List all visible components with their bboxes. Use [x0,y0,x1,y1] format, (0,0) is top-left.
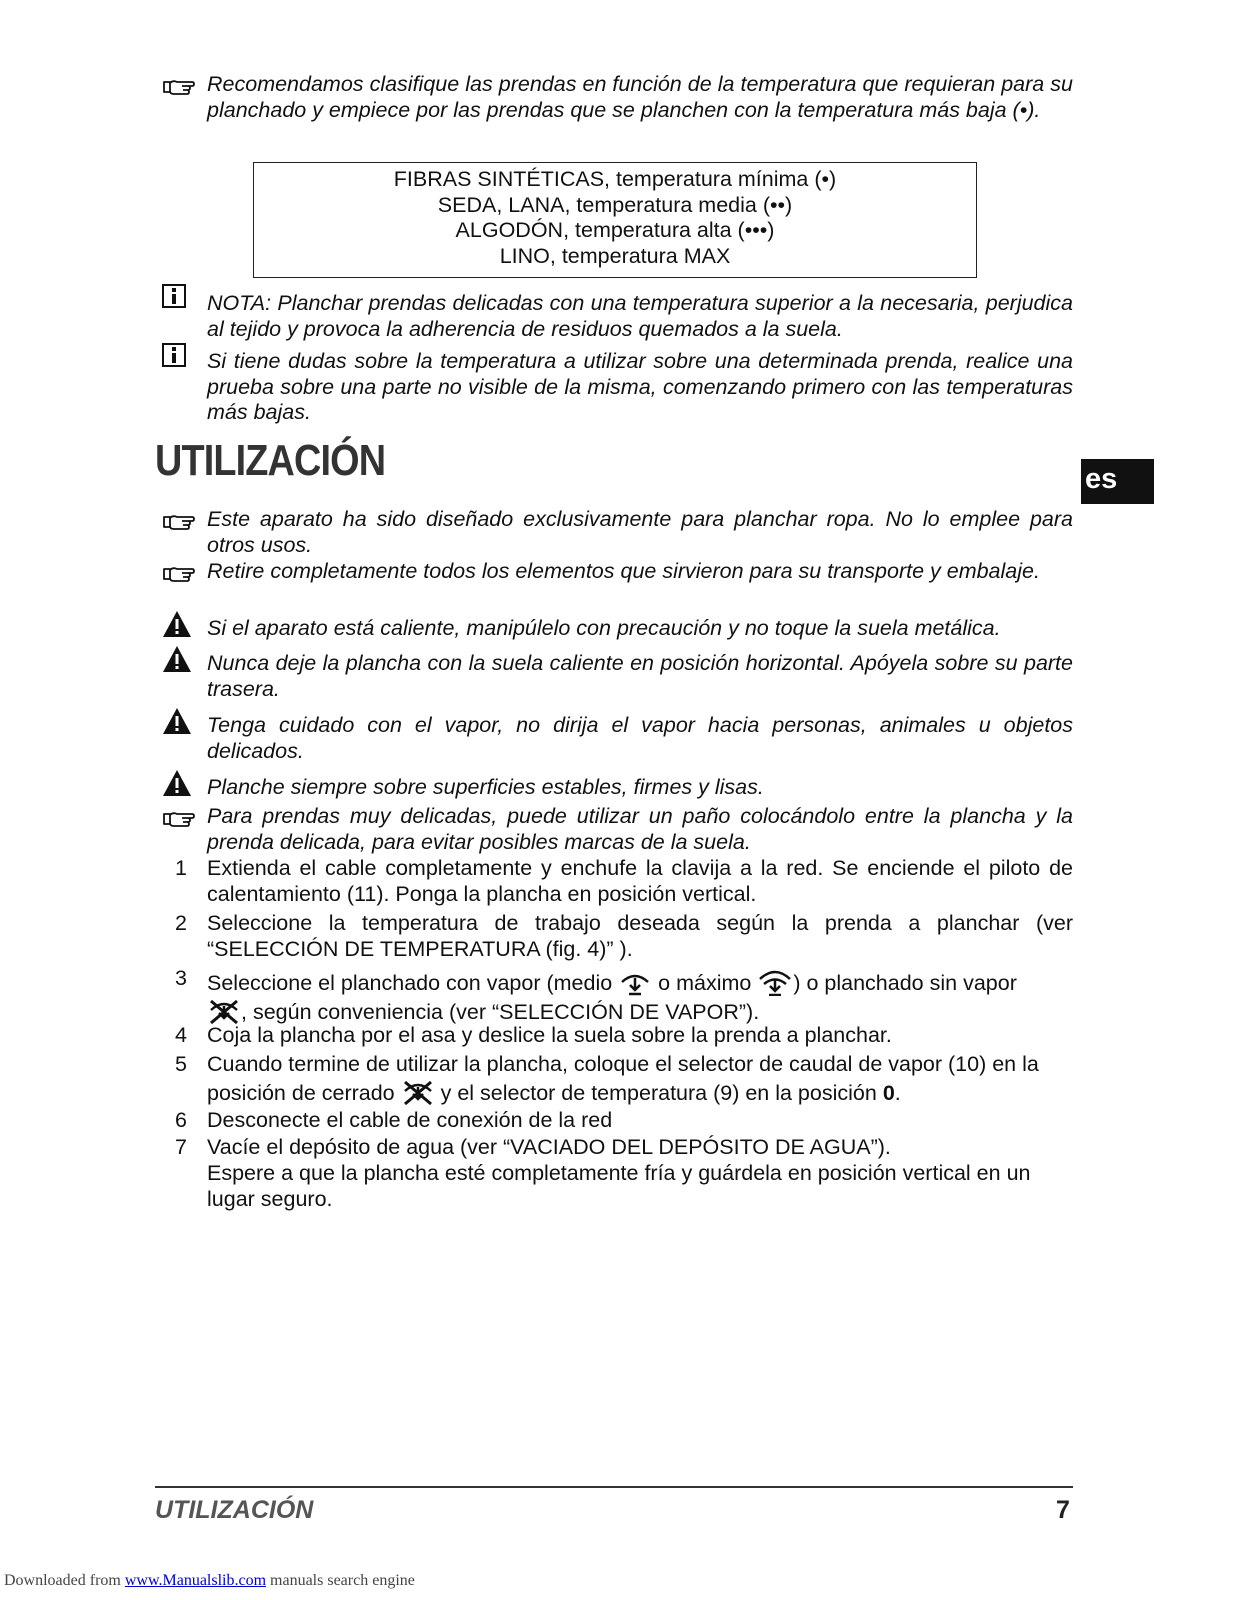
pointing-hand-icon [162,808,196,828]
pointing-hand-icon [162,76,196,96]
bullet-remove-packaging: Retire completamente todos los elementos que sirvieron para su transporte y embalaje. [207,559,1040,583]
warning-stable-surface: Planche siempre sobre superficies estables, firmes y lisas. [207,775,764,799]
warning-horizontal-position: Nunca deje la plancha con la suela caliente en posición horizontal. Apóyela sobre su parte trasera. [207,651,1073,701]
pointing-hand-icon [162,563,196,583]
step-text: Seleccione la temperatura de trabajo deseada según la prenda a planchar (ver “SELECCIÓN DE TEMPERATURA (fig. 4)” ). [207,911,1073,961]
info-icon [162,284,186,308]
footer-title: UTILIZACIÓN [155,1496,314,1524]
temp-row-linen: LINO, temperatura MAX [499,243,731,268]
language-tab: es [1081,459,1154,504]
step-text-part: o máximo [658,971,752,995]
bullet-delicate-cloth: Para prendas muy delicadas, puede utilizar un paño colocándolo entre la plancha y la prenda delicada, para evitar posibles marcas de la suela. [207,804,1073,854]
download-suffix: manuals search engine [266,1572,415,1589]
temp-row-cotton: ALGODÓN, temperatura alta (•••) [455,218,775,242]
step-number: 6 [175,1108,187,1132]
step-text-part: . [894,1080,901,1105]
no-steam-icon [207,997,241,1025]
manualslib-link[interactable]: www.Manualslib.com [124,1572,267,1589]
step-text: Vacíe el depósito de agua (ver “VACIADO DEL DEPÓSITO DE AGUA”). [207,1135,891,1159]
section-heading: UTILIZACIÓN [155,436,386,485]
download-notice [4,1572,415,1590]
warning-steam: Tenga cuidado con el vapor, no dirija el vapor hacia personas, animales u objetos delicados. [207,713,1073,763]
step-text: Desconecte el cable de conexión de la red [207,1108,613,1132]
step-text-part: ) o planchado sin vapor [793,971,1017,995]
step-text-store: Espere a que la plancha esté completamente fría y guárdela en posición vertical en un lugar seguro. [207,1161,1031,1211]
warning-icon [162,769,192,797]
step-number: 3 [175,966,187,990]
step-number: 7 [175,1135,187,1159]
step-text-part: , según conveniencia (ver “SELECCIÓN DE VAPOR”). [241,999,760,1024]
temperature-table [253,162,977,278]
note-paragraph-1: NOTA: Planchar prendas delicadas con una temperatura superior a la necesaria, perjudica al tejido y provoca la adherencia de residuos quemados a la suela. [207,291,1073,341]
warning-icon [162,645,192,673]
footer-divider [155,1486,1073,1488]
step-text-part: y el selector de temperatura (9) en la posición [440,1080,877,1105]
note-paragraph-2: Si tiene dudas sobre la temperatura a utilizar sobre una determinada prenda, realice una prueba sobre una parte no visible de la misma, comenzando primero con las temperaturas más bajas. [207,349,1073,424]
step-text-turn-off [207,1052,1073,1106]
step-number: 4 [175,1023,187,1047]
step-text-steam-selection [207,966,1073,1025]
bullet-exclusive-use: Este aparato ha sido diseñado exclusivamente para planchar ropa. No lo emplee para otros usos. [207,507,1073,557]
pointing-hand-icon [162,511,196,531]
step-number: 2 [175,911,187,935]
recommend-paragraph: Recomendamos clasifique las prendas en función de la temperatura que requieran para su planchado y empiece por las prendas que se planchen con la temperatura más baja (•). [207,72,1073,122]
step-text: Extienda el cable completamente y enchufe la clavija a la red. Se enciende el piloto de calentamiento (11). Ponga la plancha en posición vertical. [207,856,1073,906]
warning-icon [162,610,192,638]
medium-steam-icon [618,970,652,996]
step-text-part: Seleccione el planchado con vapor (medio [207,971,613,995]
warning-hot-appliance: Si el aparato está caliente, manipúlelo con precaución y no toque la suela metálica. [207,616,1001,640]
warning-icon [162,707,192,735]
temp-row-silk-wool: SEDA, LANA, temperatura media (••) [437,192,793,217]
step-text-part: Cuando termine de utilizar la plancha, coloque el selector de caudal de vapor (10) en la posición de cerrado [207,1052,1039,1105]
step-number: 1 [175,856,187,880]
download-prefix: Downloaded from [4,1572,125,1589]
step-text: Coja la plancha por el asa y deslice la suela sobre la prenda a planchar. [207,1023,892,1047]
info-icon [162,343,186,367]
max-steam-icon [757,966,793,996]
step-number: 5 [175,1052,187,1076]
page-number: 7 [1056,1496,1070,1524]
temperature-position-zero: 0 [882,1080,895,1105]
temp-row-synthetic: FIBRAS SINTÉTICAS, temperatura mínima (•) [393,167,837,191]
no-steam-icon [401,1078,435,1106]
